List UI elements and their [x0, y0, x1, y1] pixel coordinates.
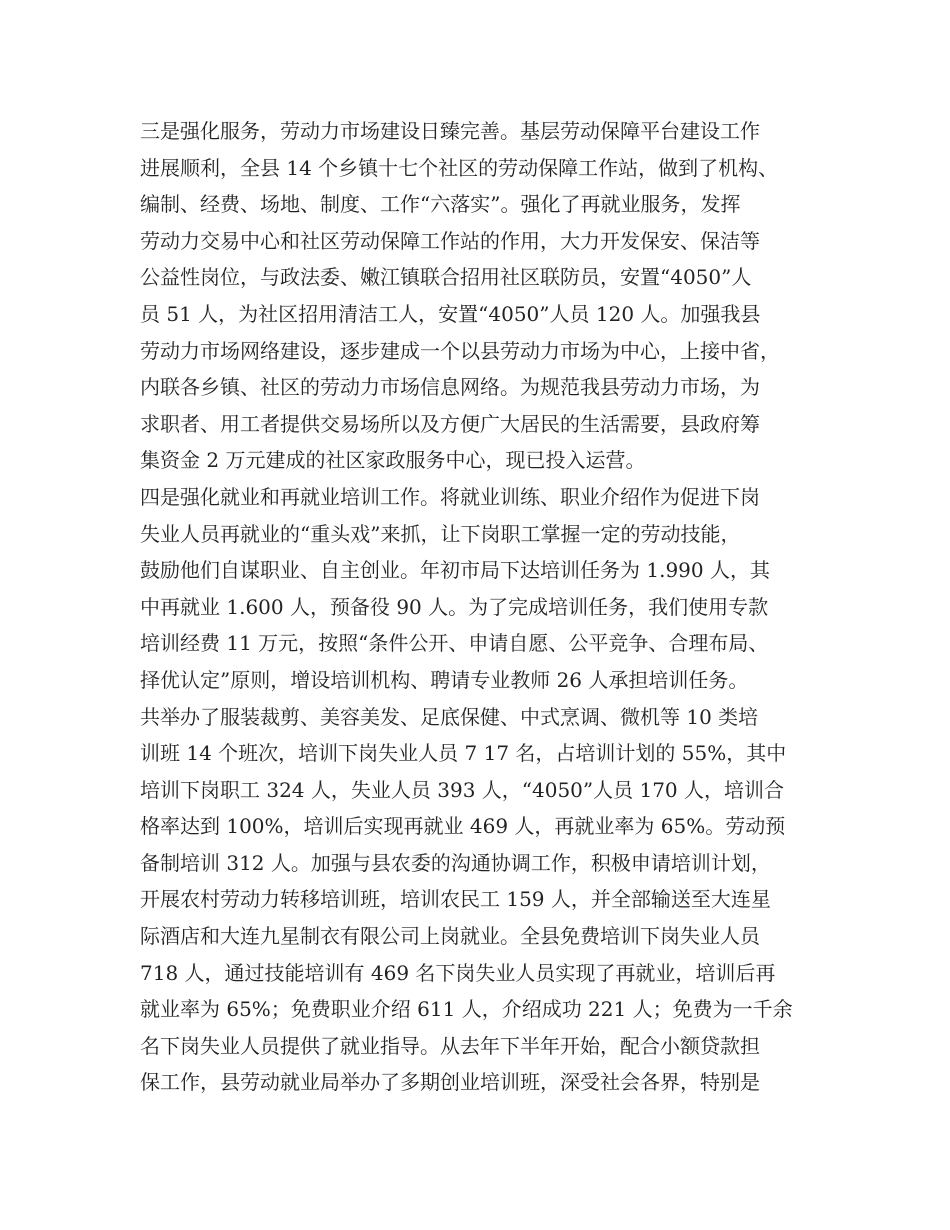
- text-line: 备制培训 312 人。加强与县农委的沟通协调工作，积极申请培训计划，: [140, 850, 771, 875]
- text-line: 开展农村劳动力转移培训班，培训农民工 159 人，并全部输送至大连星: [140, 887, 771, 912]
- text-line: 四是强化就业和再就业培训工作。将就业训练、职业介绍作为促进下岗: [140, 484, 760, 509]
- text-line: 名下岗失业人员提供了就业指导。从去年下半年开始，配合小额贷款担: [140, 1033, 760, 1058]
- text-line: 劳动力市场网络建设，逐步建成一个以县劳动力市场为中心，上接中省，: [140, 338, 780, 363]
- text-line: 择优认定”原则，增设培训机构、聘请专业教师 26 人承担培训任务。: [140, 667, 749, 692]
- text-line: 格率达到 100%，培训后实现再就业 469 人，再就业率为 65%。劳动预: [140, 814, 786, 839]
- text-line: 集资金 2 万元建成的社区家政服务中心，现已投入运营。: [140, 448, 646, 473]
- text-line: 进展顺利，全县 14 个乡镇十七个社区的劳动保障工作站，做到了机构、: [140, 155, 779, 180]
- text-line: 劳动力交易中心和社区劳动保障工作站的作用，大力开发保安、保洁等: [140, 228, 760, 253]
- text-line: 际酒店和大连九星制衣有限公司上岗就业。全县免费培训下岗失业人员: [140, 924, 760, 949]
- text-line: 培训下岗职工 324 人，失业人员 393 人，“4050”人员 170 人，培训合: [140, 777, 785, 802]
- text-line: 保工作，县劳动就业局举办了多期创业培训班，深受社会各界，特别是: [140, 1070, 760, 1095]
- text-line: 内联各乡镇、社区的劳动力市场信息网络。为规范我县劳动力市场，为: [140, 375, 760, 400]
- text-line: 鼓励他们自谋职业、自主创业。年初市局下达培训任务为 1.990 人，其: [140, 558, 770, 583]
- text-line: 求职者、用工者提供交易场所以及方便广大居民的生活需要，县政府筹: [140, 411, 760, 436]
- text-line: 公益性岗位，与政法委、嫩江镇联合招用社区联防员，安置“4050”人: [140, 265, 752, 290]
- text-line: 718 人，通过技能培训有 469 名下岗失业人员实现了再就业，培训后再: [140, 960, 776, 985]
- text-line: 失业人员再就业的“重头戏”来抓，让下岗职工掌握一定的劳动技能，: [140, 521, 741, 546]
- text-line: 三是强化服务，劳动力市场建设日臻完善。基层劳动保障平台建设工作: [140, 119, 760, 143]
- text-line: 就业率为 65%；免费职业介绍 611 人，介绍成功 221 人；免费为一千余: [140, 997, 793, 1022]
- text-line: 编制、经费、场地、制度、工作“六落实”。强化了再就业服务，发挥: [140, 192, 741, 217]
- text-line: 员 51 人，为社区招用清洁工人，安置“4050”人员 120 人。加强我县: [140, 301, 761, 326]
- text-line: 中再就业 1.600 人，预备役 90 人。为了完成培训任务，我们使用专款: [140, 594, 769, 619]
- text-line: 培训经费 11 万元，按照“条件公开、申请自愿、公平竞争、合理布局、: [140, 631, 769, 656]
- text-line: 训班 14 个班次，培训下岗失业人员 7 17 名，占培训计划的 55%，其中: [140, 741, 787, 766]
- body-text: [140, 113, 830, 1101]
- text-line: 共举办了服装裁剪、美容美发、足底保健、中式烹调、微机等 10 类培: [140, 704, 759, 729]
